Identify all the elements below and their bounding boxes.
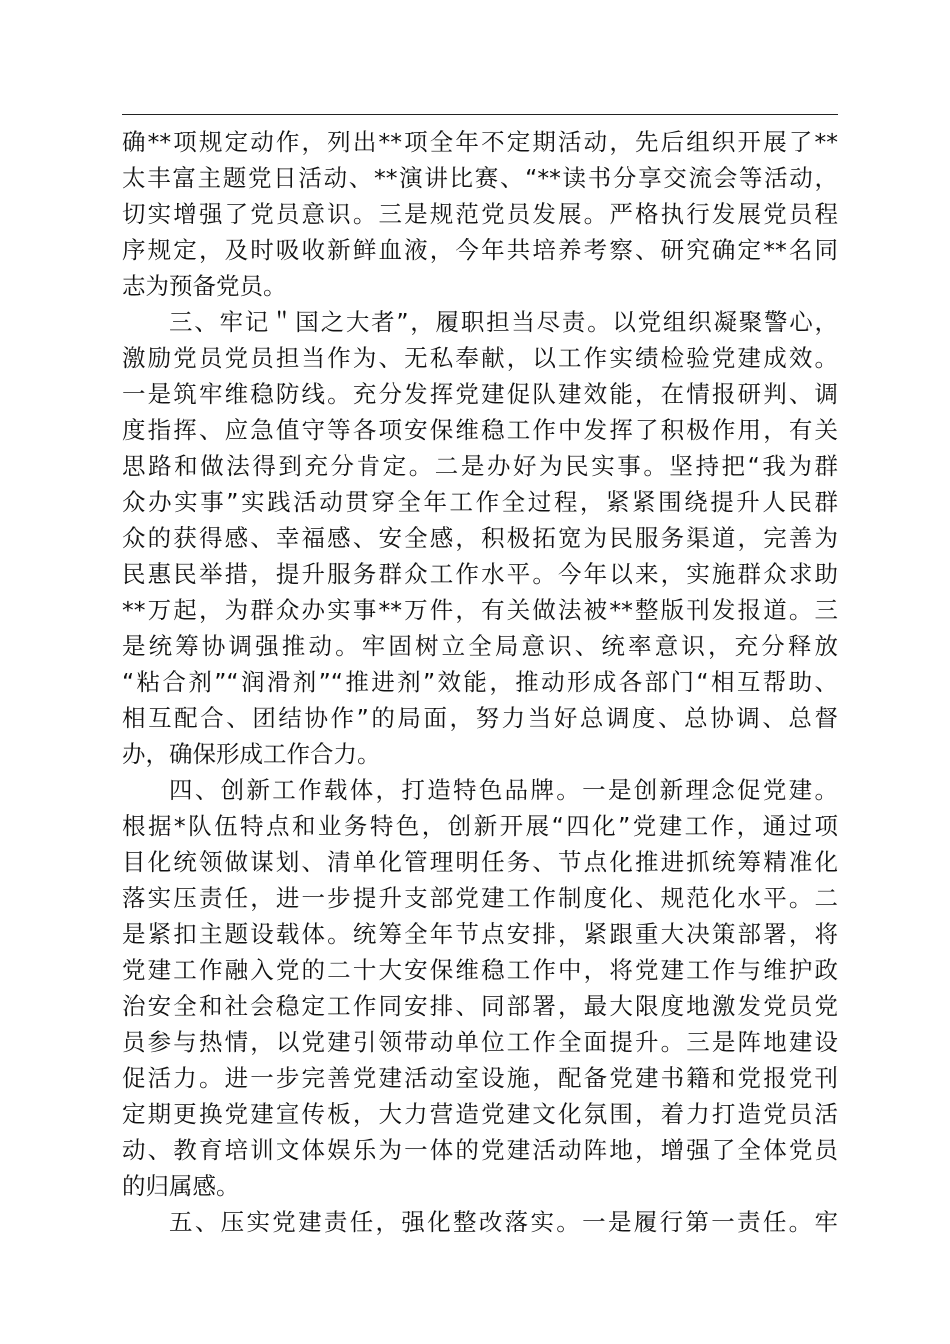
text-line: 众办实事”实践活动贯穿全年工作全过程，紧紧围绕提升人民群 [122, 488, 838, 516]
text-line: 是紧扣主题设载体。统筹全年节点安排，紧跟重大决策部署，将 [122, 920, 838, 948]
text-line: 是统筹协调强推动。牢固树立全局意识、统率意识，充分释放 [122, 632, 838, 660]
text-line: 党建工作融入党的二十大安保维稳工作中，将党建工作与维护政 [122, 956, 838, 984]
text-line: 志为预备党员。 [122, 272, 287, 300]
text-line: 的归属感。 [122, 1172, 240, 1200]
text-line: 定期更换党建宣传板，大力营造党建文化氛围，着力打造党员活 [122, 1100, 838, 1128]
body-text [122, 124, 838, 1240]
text-line: 序规定，及时吸收新鲜血液，今年共培养考察、研究确定**名同 [122, 236, 838, 264]
text-line: 确**项规定动作，列出**项全年不定期活动，先后组织开展了** [122, 128, 838, 156]
text-line: 动、教育培训文体娱乐为一体的党建活动阵地，增强了全体党员 [122, 1136, 838, 1164]
text-line: **万起，为群众办实事**万件，有关做法被**整版刊发报道。三 [122, 596, 838, 624]
text-line: 办，确保形成工作合力。 [122, 740, 381, 768]
text-line: 目化统领做谋划、清单化管理明任务、节点化推进抓统筹精准化 [122, 848, 838, 876]
text-line: 员参与热情，以党建引领带动单位工作全面提升。三是阵地建设 [122, 1028, 838, 1056]
text-line: 度指挥、应急值守等各项安保维稳工作中发挥了积极作用，有关 [122, 416, 838, 444]
text-line: 激励党员党员担当作为、无私奉献，以工作实绩检验党建成效。 [122, 344, 838, 372]
text-line: 治安全和社会稳定工作同安排、同部署，最大限度地激发党员党 [122, 992, 838, 1020]
text-line: 相互配合、团结协作”的局面，努力当好总调度、总协调、总督 [122, 704, 838, 732]
text-line: 太丰富主题党日活动、**演讲比赛、“**读书分享交流会等活动， [122, 164, 838, 192]
header-rule [122, 114, 838, 115]
text-line: 落实压责任，进一步提升支部党建工作制度化、规范化水平。二 [122, 884, 838, 912]
text-line: 众的获得感、幸福感、安全感，积极拓宽为民服务渠道，完善为 [122, 524, 838, 552]
text-line: 切实增强了党员意识。三是规范党员发展。严格执行发展党员程 [122, 200, 838, 228]
text-line: 一是筑牢维稳防线。充分发挥党建促队建效能，在情报研判、调 [122, 380, 838, 408]
section-heading-line: 四、创新工作载体，打造特色品牌。一是创新理念促党建。 [169, 776, 838, 804]
text-line: 根据*队伍特点和业务特色，创新开展“四化”党建工作，通过项 [122, 812, 838, 840]
text-line: 思路和做法得到充分肯定。二是办好为民实事。坚持把“我为群 [122, 452, 838, 480]
text-line: 促活力。进一步完善党建活动室设施，配备党建书籍和党报党刊 [122, 1064, 838, 1092]
section-heading-line: 三、牢记＂国之大者”，履职担当尽责。以党组织凝聚警心， [169, 308, 838, 336]
text-line: 民惠民举措，提升服务群众工作水平。今年以来，实施群众求助 [122, 560, 838, 588]
section-heading-line: 五、压实党建责任，强化整改落实。一是履行第一责任。牢 [169, 1208, 838, 1236]
text-line: “粘合剂”“润滑剂”“推进剂”效能，推动形成各部门“相互帮助、 [122, 668, 838, 696]
